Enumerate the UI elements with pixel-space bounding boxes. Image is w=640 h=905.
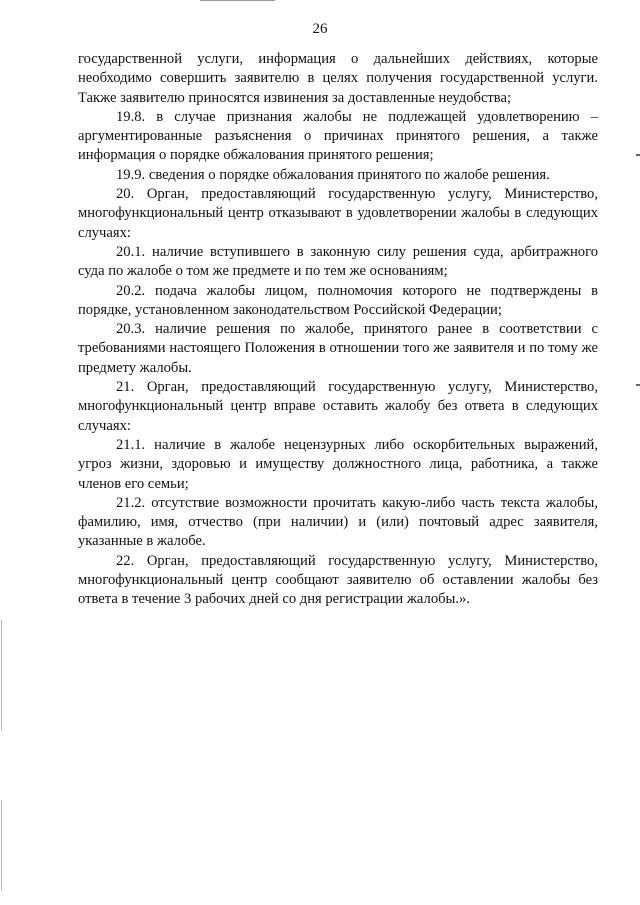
scan-artifact-left-edge: [1, 800, 2, 890]
paragraph-20-1: 20.1. наличие вступившего в законную силу решения суда, арбитражного суда по жалобе о том же предмете и по тем же основаниям;: [78, 243, 598, 280]
paragraph-20: 20. Орган, предоставляющий государственную услугу, Министерство, многофункциональный центр отказывают в удовлетворении жалобы в следующих случаях:: [78, 186, 598, 241]
paragraph-continuation: государственной услуги, информация о дальнейших действиях, которые необходимо совершить заявителю в целях получения государственной услуги. Также заявителю приносятся извинения за доставленные неудобства;: [78, 51, 598, 106]
paragraph-19-9: 19.9. сведения о порядке обжалования принятого по жалобе решения.: [116, 166, 550, 183]
paragraph-21-2: 21.2. отсутствие возможности прочитать какую-либо часть текста жалобы, фамилию, имя, отчество (при наличии) и (или) почтовый адрес заявителя, указанные в жалобе.: [78, 494, 598, 550]
scan-artifact-right-tick: [636, 384, 640, 386]
paragraph-21: 21. Орган, предоставляющий государственную услугу, Министерство, многофункциональный центр вправе оставить жалобу без ответа в следующих случаях:: [78, 379, 598, 434]
scan-artifact-left-edge: [1, 620, 2, 730]
paragraph-20-3: 20.3. наличие решения по жалобе, принятого ранее в соответствии с требованиями настоящего Положения в отношении того же заявителя и по тому же предмету жалобы.: [78, 321, 598, 376]
paragraph-21-1: 21.1. наличие в жалобе нецензурных либо оскорбительных выражений, угроз жизни, здоровью и имуществу должностного лица, работника, а также членов его семьи;: [78, 436, 598, 492]
paragraph-19-8: 19.8. в случае признания жалобы не подлежащей удовлетворению – аргументированные разъяснения о причинах принятого решения, а также информация о порядке обжалования принятого решения;: [78, 108, 598, 164]
document-body: [78, 50, 598, 610]
paragraph-20-2: 20.2. подача жалобы лицом, полномочия которого не подтверждены в порядке, установленном законодательством Российской Федерации;: [78, 282, 598, 318]
scan-artifact-right-tick: [636, 154, 640, 156]
paragraph-22: 22. Орган, предоставляющий государственную услугу, Министерство, многофункциональный центр сообщают заявителю об оставлении жалобы без ответа в течение 3 рабочих дней со дня регистрации жалобы.».: [78, 552, 598, 608]
scan-artifact-top-line: [200, 0, 275, 1]
page-number: 26: [312, 21, 328, 37]
